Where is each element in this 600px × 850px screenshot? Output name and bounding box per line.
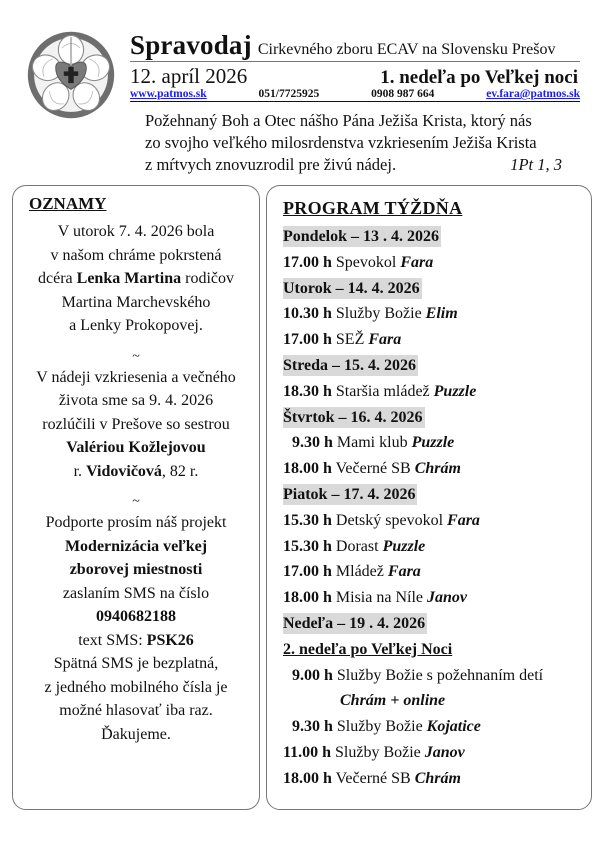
bible-verse <box>145 110 585 176</box>
project-announcement <box>13 511 259 746</box>
text-line: rozlúčili v Prešove so sestrou <box>42 415 230 433</box>
event-place: Puzzle <box>382 537 426 555</box>
event-place: Janov <box>427 589 467 607</box>
child-name: Lenka Martina <box>76 270 182 287</box>
funeral-announcement <box>13 366 259 484</box>
day-header <box>283 611 583 637</box>
day-header <box>283 276 583 302</box>
event-item <box>283 379 583 405</box>
phone-mobile: 0908 987 664 <box>371 88 435 100</box>
website-link[interactable]: www.patmos.sk <box>130 88 207 100</box>
event-time: 10.30 h <box>283 305 332 323</box>
event-item <box>283 663 583 689</box>
text-line <box>13 535 259 559</box>
event-time: 15.30 h <box>283 511 332 529</box>
event-item <box>283 508 583 534</box>
event-name: Služby Božie <box>335 305 426 323</box>
day-label: Nedeľa – 19 . 4. 2026 <box>283 614 426 632</box>
event-place: Fara <box>400 253 434 271</box>
event-place: Kojatice <box>426 718 481 736</box>
event-item <box>283 327 583 353</box>
announcements-title: OZNAMY <box>29 194 107 213</box>
event-time: 9.30 h <box>292 718 333 736</box>
text-line <box>13 460 259 484</box>
newsletter-header <box>130 30 580 102</box>
deceased-name: Valériou Kožlejovou <box>66 439 206 456</box>
event-place: Chrám + online <box>340 692 446 710</box>
event-item <box>283 250 583 276</box>
day-header <box>283 405 583 431</box>
text-line: Ďakujeme. <box>101 725 171 743</box>
event-item <box>283 766 583 792</box>
sms-code: PSK26 <box>146 631 194 649</box>
event-item <box>283 534 583 560</box>
event-place: Elim <box>425 305 458 323</box>
event-place: Fara <box>387 563 421 581</box>
event-time: 15.30 h <box>283 537 332 555</box>
event-time: 18.30 h <box>283 382 332 400</box>
event-item <box>283 456 583 482</box>
event-name: Misia na Níle <box>335 589 427 607</box>
event-name: Spevokol <box>335 253 397 271</box>
verse-reference: 1Pt 1, 3 <box>510 155 562 174</box>
text-fragment: text SMS: <box>78 631 147 649</box>
event-time: 9.00 h <box>292 666 333 684</box>
day-label: Štvrtok – 16. 4. 2026 <box>283 408 423 426</box>
phone-landline: 051/7725925 <box>258 88 320 100</box>
event-time: 18.00 h <box>283 589 332 607</box>
event-place: Puzzle <box>433 382 477 400</box>
event-name: Staršia mládež <box>335 382 434 400</box>
weekly-program-box <box>266 185 592 810</box>
sms-number: 0940682188 <box>96 608 176 625</box>
event-item <box>283 430 583 456</box>
issue-date: 12. apríl 2026 <box>130 64 248 88</box>
project-name: Modernizácia veľkej <box>64 537 208 555</box>
event-item <box>283 301 583 327</box>
day-label: Utorok – 14. 4. 2026 <box>283 279 420 297</box>
separator-tilde: ~ <box>132 494 140 509</box>
day-label: Streda – 15. 4. 2026 <box>283 356 417 374</box>
event-name: Služby Božie <box>336 718 423 736</box>
text-line: v našom chráme pokrstená <box>50 246 222 264</box>
announcements-body <box>13 220 259 746</box>
day-header <box>283 482 583 508</box>
event-time: 9.30 h <box>292 434 333 452</box>
newsletter-subtitle: Cirkevného zboru ECAV na Slovensku Prešov <box>257 41 556 58</box>
event-place: Janov <box>424 743 465 761</box>
text-line: a Lenky Prokopovej. <box>69 317 203 334</box>
text-line: možné hlasovať iba raz. <box>59 702 213 719</box>
sunday-subtitle: 2. nedeľa po Veľkej Noci <box>283 640 453 658</box>
baptism-announcement <box>13 220 259 338</box>
email-link[interactable]: ev.fara@patmos.sk <box>486 88 580 100</box>
text-line <box>13 558 259 582</box>
text-line: Martina Marchevského <box>61 293 211 311</box>
event-name: Večerné SB <box>335 460 411 478</box>
luther-rose-icon <box>26 30 116 120</box>
text-line: V nádeji vzkriesenia a večného <box>36 368 236 386</box>
day-label: Piatok – 17. 4. 2026 <box>283 485 416 503</box>
liturgical-sunday: 1. nedeľa po Veľkej noci <box>380 67 578 88</box>
program-list <box>283 224 583 792</box>
text-fragment: dcéra <box>38 270 77 287</box>
event-time: 11.00 h <box>283 743 332 761</box>
text-line <box>13 267 259 291</box>
verse-line: zo svojho veľkého milosrdenstva vzkriesením Ježiša Krista <box>145 133 537 152</box>
event-item <box>283 714 583 740</box>
separator-tilde: ~ <box>132 348 140 364</box>
day-label: Pondelok – 13 . 4. 2026 <box>283 228 440 245</box>
text-line: Podporte prosím náš projekt <box>45 514 227 531</box>
date-row <box>130 64 580 90</box>
event-item-continuation <box>283 688 583 714</box>
event-name: Služby Božie <box>335 743 421 761</box>
event-place: Fara <box>368 331 402 349</box>
event-time: 17.00 h <box>283 331 332 349</box>
event-item <box>283 585 583 611</box>
text-line <box>13 605 259 629</box>
text-line <box>13 629 259 653</box>
text-line: z jedného mobilného čísla je <box>44 678 228 696</box>
event-time: 17.00 h <box>283 563 332 581</box>
text-fragment: r. <box>73 462 87 480</box>
text-line: zaslaním SMS na číslo <box>62 584 210 602</box>
text-fragment: rodičov <box>181 270 234 287</box>
announcements-box <box>12 185 260 810</box>
maiden-name: Vidovičová <box>86 462 162 480</box>
text-fragment: , 82 r. <box>161 462 199 480</box>
event-time: 17.00 h <box>283 253 332 271</box>
contact-row <box>130 88 580 102</box>
event-item <box>283 559 583 585</box>
text-line: Spätná SMS je bezplatná, <box>53 655 219 672</box>
event-place: Puzzle <box>411 434 455 452</box>
text-line: života sme sa 9. 4. 2026 <box>58 392 214 409</box>
text-line: V utorok 7. 4. 2026 bola <box>57 223 215 240</box>
event-place: Fara <box>447 511 480 529</box>
verse-line: Požehnaný Boh a Otec nášho Pána Ježiša Krista, ktorý nás <box>145 111 532 130</box>
verse-line: z mŕtvych znovuzrodil pre živú nádej. <box>145 155 397 174</box>
event-name: SEŽ <box>335 331 365 349</box>
text-line <box>13 436 259 460</box>
event-time: 18.00 h <box>283 460 332 478</box>
title-row <box>130 30 580 62</box>
event-item <box>283 740 583 766</box>
newsletter-title: Spravodaj <box>130 30 252 60</box>
sunday-subtitle-line <box>283 637 583 663</box>
event-time: 18.00 h <box>283 769 332 787</box>
event-name: Dorast <box>335 537 383 555</box>
event-place: Chrám <box>414 769 461 787</box>
event-name: Detský spevokol <box>335 511 448 529</box>
day-header <box>283 224 583 250</box>
project-name: zborovej miestnosti <box>69 561 203 578</box>
event-name: Mládež <box>335 563 388 581</box>
event-name: Služby Božie s požehnaním detí <box>336 666 544 684</box>
event-place: Chrám <box>414 460 461 478</box>
day-header <box>283 353 583 379</box>
program-title: PROGRAM TÝŽDŇA <box>283 198 463 218</box>
event-name: Večerné SB <box>335 769 411 787</box>
event-name: Mami klub <box>336 434 408 452</box>
